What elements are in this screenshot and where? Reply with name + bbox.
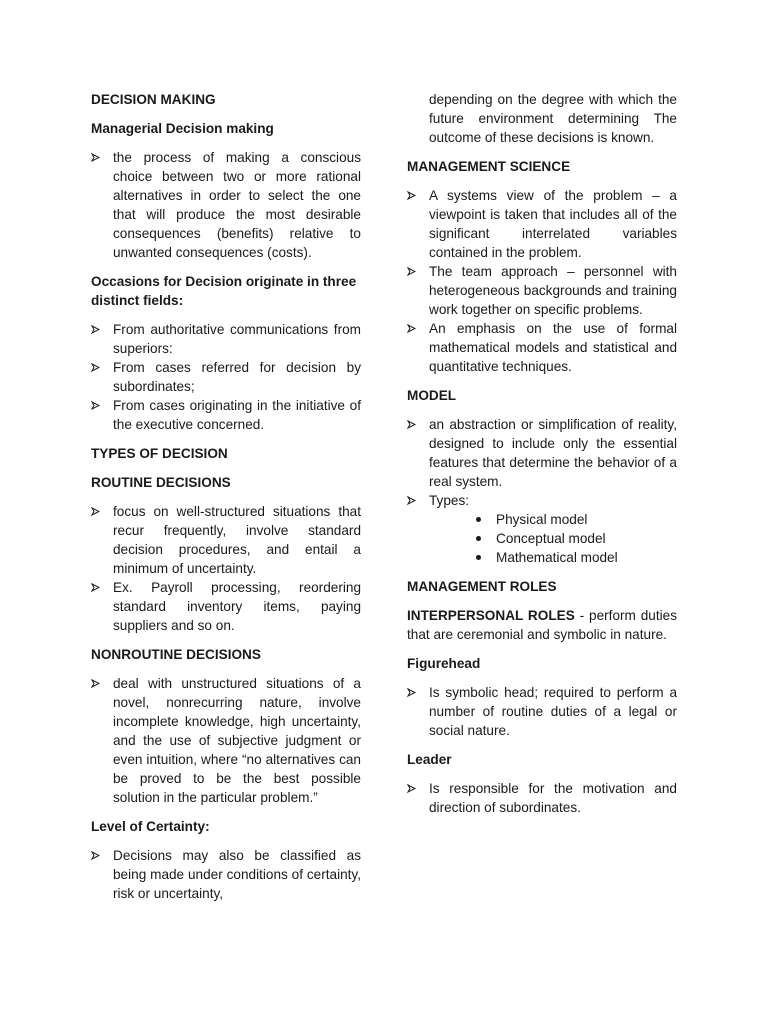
list-item-text: Ex. Payroll processing, reordering standard inventory items, paying suppliers and so on. [113, 580, 361, 633]
model-list [407, 415, 677, 567]
list-item [407, 779, 677, 817]
document-title: DECISION MAKING [91, 92, 216, 107]
list-item [91, 396, 361, 434]
arrow-bullet-icon [91, 578, 107, 592]
model-type-text: Mathematical model [496, 550, 618, 565]
model-heading: MODEL [407, 388, 457, 403]
list-item-text: Types: [429, 493, 470, 508]
list-item [407, 683, 677, 740]
certainty-list [91, 846, 361, 903]
arrow-bullet-icon [91, 396, 107, 410]
leader-heading: Leader [407, 752, 452, 767]
model-type-item [474, 510, 677, 529]
model-type-item [474, 548, 677, 567]
arrow-bullet-icon [91, 846, 107, 860]
list-item-text: Is responsible for the motivation and direction of subordinates. [429, 781, 677, 815]
right-column [407, 90, 677, 827]
list-item-text: the process of making a conscious choice between two or more rational alternatives in order to select the one that will produce the most desirable consequences (benefits) relative to unwanted consequences (costs). [113, 150, 361, 260]
list-item-text: deal with unstructured situations of a novel, nonrecurring nature, involve incomplete knowledge, high uncertainty, and the use of subjective judgment or even intuition, where “no alternatives can be proved to be the best possible solution in the particular problem.” [113, 676, 361, 805]
interpersonal-roles-paragraph [407, 606, 677, 644]
model-type-item [474, 529, 677, 548]
list-item [91, 674, 361, 807]
dot-bullet-icon [476, 555, 481, 560]
list-item-text: From cases referred for decision by subordinates; [113, 360, 361, 394]
routine-decisions-list [91, 502, 361, 635]
arrow-bullet-icon [407, 319, 423, 333]
model-type-text: Physical model [496, 512, 588, 527]
arrow-bullet-icon [91, 358, 107, 372]
list-item-text: From cases originating in the initiative of the executive concerned. [113, 398, 361, 432]
routine-decisions-heading: ROUTINE DECISIONS [91, 475, 231, 490]
list-item-text: Decisions may also be classified as being made under conditions of certainty, risk or uncertainty, [113, 848, 361, 901]
arrow-bullet-icon [407, 186, 423, 200]
list-item [91, 358, 361, 396]
list-item [407, 491, 677, 567]
list-item-text: An emphasis on the use of formal mathematical models and statistical and quantitative techniques. [429, 321, 677, 374]
model-type-text: Conceptual model [496, 531, 606, 546]
management-roles-heading: MANAGEMENT ROLES [407, 579, 557, 594]
model-types-list [429, 510, 677, 567]
list-item-text: A systems view of the problem – a viewpoint is taken that includes all of the significant interrelated variables contained in the problem. [429, 188, 677, 260]
interpersonal-roles-text: - perform duties that are ceremonial and symbolic in nature. [407, 608, 678, 642]
nonroutine-decisions-heading: NONROUTINE DECISIONS [91, 647, 261, 662]
list-item [407, 415, 677, 491]
arrow-bullet-icon [91, 674, 107, 688]
list-item [91, 148, 361, 262]
arrow-bullet-icon [407, 262, 423, 276]
managerial-decision-list [91, 148, 361, 262]
arrow-bullet-icon [407, 683, 423, 697]
arrow-bullet-icon [407, 491, 423, 505]
occasions-heading: Occasions for Decision originate in three distinct fields: [91, 274, 357, 308]
list-item [91, 846, 361, 903]
list-item [91, 320, 361, 358]
list-item-text: Is symbolic head; required to perform a number of routine duties of a legal or social nature. [429, 685, 677, 738]
arrow-bullet-icon [407, 415, 423, 429]
arrow-bullet-icon [407, 779, 423, 793]
figurehead-list [407, 683, 677, 740]
arrow-bullet-icon [91, 320, 107, 334]
list-item [407, 262, 677, 319]
nonroutine-decisions-list [91, 674, 361, 807]
interpersonal-roles-label: INTERPERSONAL ROLES [407, 608, 575, 623]
list-item-text: From authoritative communications from superiors: [113, 322, 361, 356]
list-item [407, 319, 677, 376]
management-science-heading: MANAGEMENT SCIENCE [407, 159, 571, 174]
dot-bullet-icon [476, 517, 481, 522]
types-of-decision-heading: TYPES OF DECISION [91, 446, 228, 461]
arrow-bullet-icon [91, 148, 107, 162]
figurehead-heading: Figurehead [407, 656, 481, 671]
list-item-text: focus on well-structured situations that recur frequently, involve standard decision procedures, and entail a minimum of uncertainty. [113, 504, 361, 576]
arrow-bullet-icon [91, 502, 107, 516]
continued-text: depending on the degree with which the future environment determining The outcome of these decisions is known. [429, 92, 677, 145]
management-science-list [407, 186, 677, 376]
list-item [91, 578, 361, 635]
list-item [407, 186, 677, 262]
list-item [91, 502, 361, 578]
left-column [91, 90, 361, 913]
occasions-list [91, 320, 361, 434]
dot-bullet-icon [476, 536, 481, 541]
leader-list [407, 779, 677, 817]
list-item-text: The team approach – personnel with heterogeneous backgrounds and training work together on specific problems. [429, 264, 677, 317]
managerial-decision-heading: Managerial Decision making [91, 121, 274, 136]
list-item-text: an abstraction or simplification of reality, designed to include only the essential features that determine the behavior of a real system. [429, 417, 677, 489]
level-of-certainty-heading: Level of Certainty: [91, 819, 210, 834]
